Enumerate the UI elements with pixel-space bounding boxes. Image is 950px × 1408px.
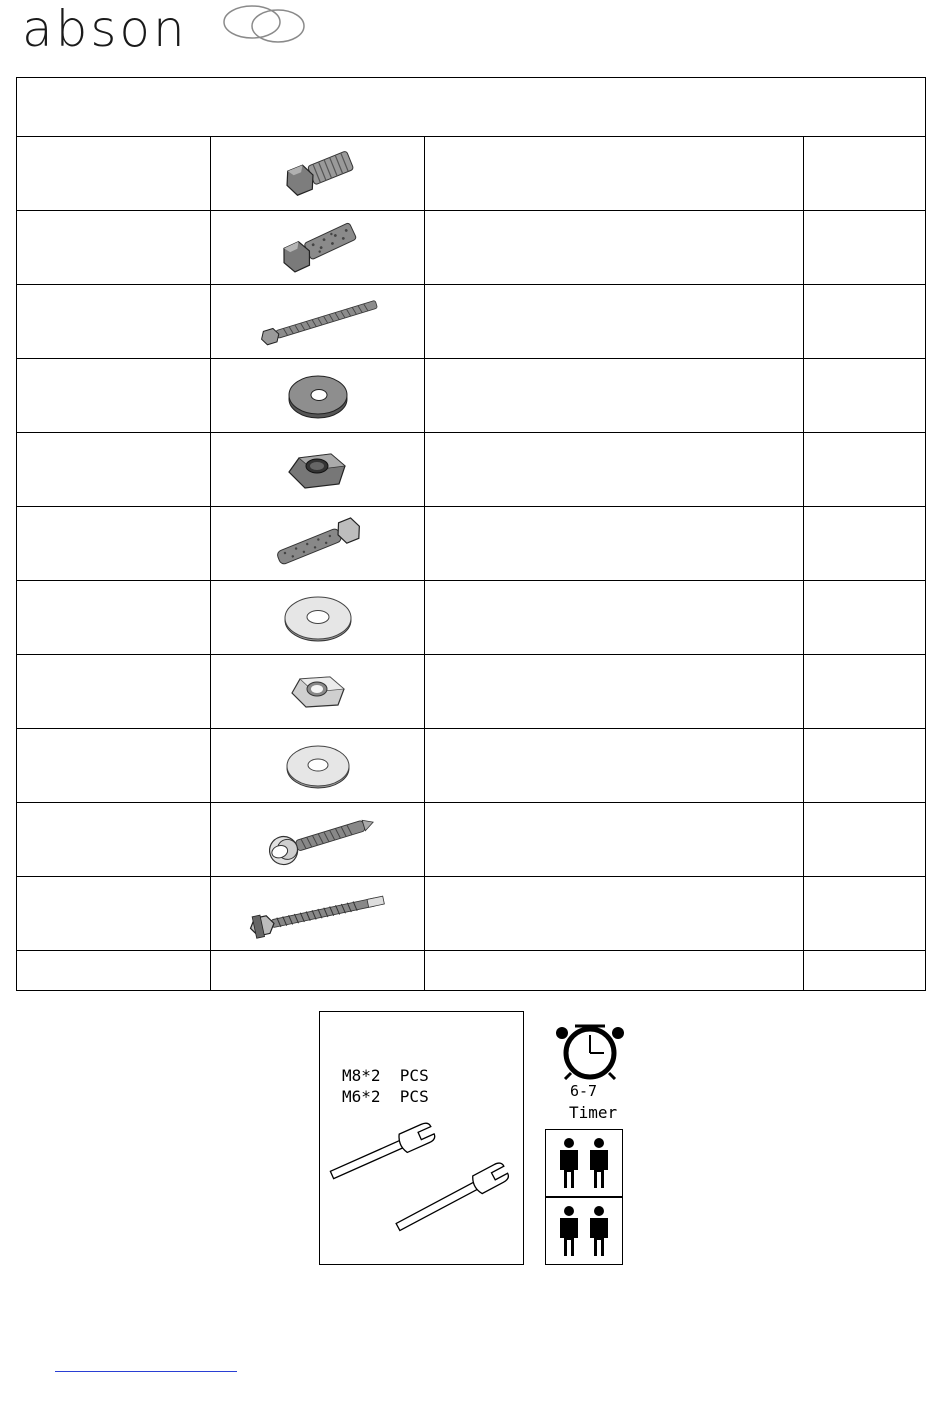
wrench-icon [320, 1117, 525, 1257]
part-code [17, 211, 211, 285]
thick-washer-icon [283, 368, 353, 424]
timer-label: Timer [569, 1103, 618, 1122]
table-row [17, 729, 926, 803]
footer-link[interactable] [55, 1370, 237, 1372]
part-code [17, 137, 211, 211]
hex-bolt-threaded-icon [268, 513, 368, 575]
part-name [425, 581, 804, 655]
table-row [17, 655, 926, 729]
part-name [425, 285, 804, 359]
part-code [17, 877, 211, 951]
parts-table [16, 77, 926, 991]
part-name [425, 803, 804, 877]
part-qty [804, 211, 926, 285]
part-qty [804, 581, 926, 655]
hex-nut-large-icon [283, 442, 353, 498]
part-code [17, 433, 211, 507]
table-row [17, 137, 926, 211]
part-name [425, 433, 804, 507]
part-qty [804, 137, 926, 211]
flat-washer-large-icon [280, 590, 356, 646]
alarm-clock-icon [553, 1022, 627, 1080]
part-code [17, 359, 211, 433]
part-code [17, 507, 211, 581]
table-row [17, 581, 926, 655]
table-row [17, 507, 926, 581]
table-header [17, 78, 926, 137]
part-code [17, 655, 211, 729]
self-drilling-screw-washer-icon [256, 809, 380, 871]
part-code [17, 285, 211, 359]
people-box-upper [545, 1129, 623, 1197]
part-name [425, 359, 804, 433]
tool-spec-m8: M8*2 PCS [342, 1066, 429, 1085]
hex-bolt-short-icon [273, 143, 363, 205]
part-qty [804, 655, 926, 729]
part-qty [804, 285, 926, 359]
part-qty [804, 729, 926, 803]
table-row [17, 285, 926, 359]
hex-nut-small-icon [286, 667, 350, 717]
table-row [17, 359, 926, 433]
part-name [425, 211, 804, 285]
flat-washer-small-icon [282, 739, 354, 793]
hex-bolt-long-icon [253, 291, 383, 353]
tool-spec-m6: M6*2 PCS [342, 1087, 429, 1106]
table-footer-row [17, 951, 926, 991]
logo-rings-icon [200, 2, 325, 46]
part-name [425, 877, 804, 951]
table-row [17, 803, 926, 877]
hex-bolt-medium-icon [273, 217, 363, 279]
part-qty [804, 507, 926, 581]
people-box-lower [545, 1197, 623, 1265]
tools-box [319, 1011, 524, 1265]
two-people-icon [546, 1198, 622, 1264]
brand-logo [20, 0, 310, 56]
part-code [17, 729, 211, 803]
part-name [425, 507, 804, 581]
table-row [17, 877, 926, 951]
brand-name: abson [22, 0, 188, 58]
self-drilling-screw-long-icon [243, 883, 393, 945]
part-qty [804, 433, 926, 507]
part-qty [804, 803, 926, 877]
part-name [425, 655, 804, 729]
part-qty [804, 877, 926, 951]
table-header-row [17, 78, 926, 137]
timer-range: 6-7 [570, 1082, 598, 1100]
part-code [17, 803, 211, 877]
part-code [17, 581, 211, 655]
table-row [17, 433, 926, 507]
part-qty [804, 359, 926, 433]
part-name [425, 137, 804, 211]
two-people-icon [546, 1130, 622, 1196]
part-name [425, 729, 804, 803]
table-row [17, 211, 926, 285]
